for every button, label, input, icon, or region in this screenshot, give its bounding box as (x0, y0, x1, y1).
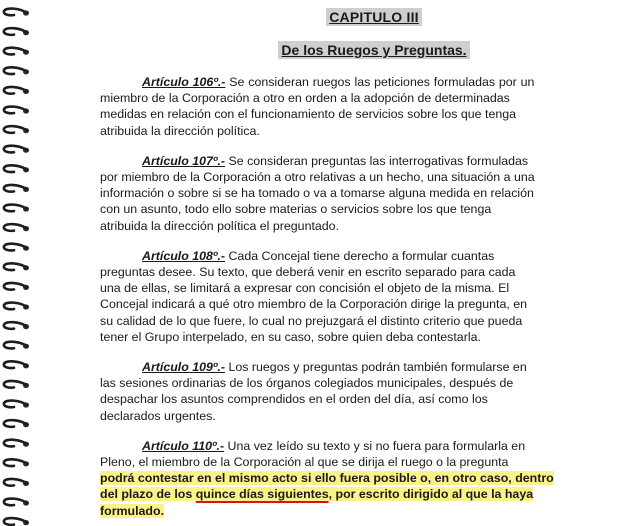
binding-coil (4, 185, 29, 192)
binding-coil (4, 479, 29, 486)
article-text: con un asunto, todo ello sobre materias o servicios sobre los que tenga (100, 202, 492, 217)
binding-coil (4, 28, 29, 35)
binding-coil (4, 361, 29, 368)
article-108 (100, 248, 622, 345)
binding-coil (4, 499, 29, 506)
article-text: declarados urgentes. (100, 408, 216, 423)
binding-coil (4, 67, 29, 74)
binding-coil (4, 420, 29, 427)
binding-coil (4, 48, 29, 55)
red-underlined-text: quince días siguientes (195, 487, 329, 502)
article-text: Se consideran preguntas las interrogativas formuladas (225, 153, 529, 168)
highlighted-text: del plazo de los (100, 487, 196, 502)
article-text: medidas en relación con el funcionamiento de servicios sobre los que tenga (100, 107, 517, 122)
binding-coil (4, 107, 29, 114)
binding-coil (4, 263, 29, 270)
binding-coil (4, 146, 29, 153)
binding-coil (4, 126, 29, 133)
article-text: Pleno, el miembro de la Corporación al que se dirija el ruego o la pregunta (100, 455, 509, 470)
article-text: por miembro de la Corporación a otro relativas a un hecho, una situación a una (100, 170, 535, 185)
article-110 (100, 438, 622, 519)
binding-coil (4, 283, 29, 290)
article-text: tener el Grupo interpelado, en su caso, sobre quien deba contestarla. (100, 329, 481, 344)
highlighted-text: , por escrito dirigido al que la haya (328, 487, 534, 502)
article-text: las sesiones ordinarias de los órganos colegiados municipales, después de (100, 376, 514, 391)
article-text: información o sobre si se ha tomado o va a tomarse alguna medida en relación (100, 186, 534, 201)
binding-coil (4, 244, 29, 251)
article-107 (100, 153, 622, 234)
binding-coil (4, 224, 29, 231)
article-text: atribuida la dirección política el preguntado. (100, 218, 340, 233)
highlighted-text: formulado. (100, 503, 165, 518)
binding-coil (4, 9, 29, 16)
article-text: Se consideran ruegos las peticiones formuladas por un (225, 75, 535, 89)
document-content (100, 6, 622, 519)
article-text: Cada Concejal tiene derecho a formular cuantas (225, 248, 495, 263)
article-text: Una vez leído su texto y si no fuera para formularla en (224, 438, 526, 453)
article-text: su calidad de lo que fuere, lo cual no prejuzgará el distinto criterio que pueda (100, 313, 523, 328)
article-heading: Artículo 108º.- (142, 248, 226, 263)
article-text: Concejal indicará a qué otro miembro de la Corporación dirige la pregunta, en (100, 297, 528, 312)
binding-coil (4, 440, 29, 447)
article-text: miembro de la Corporación a otro en orden a la adopción de determinadas (100, 91, 510, 106)
chapter-header (100, 8, 622, 60)
binding-coil (4, 459, 29, 466)
binding-coil (4, 87, 29, 94)
article-109 (100, 359, 622, 424)
article-text: una de ellas, se limitará a expresar con concisión el objeto de la misma. El (100, 281, 510, 296)
binding-coil (4, 342, 29, 349)
article-heading: Artículo 107º.- (142, 153, 226, 168)
article-text: preguntas desee. Su texto, que deberá venir en escrito separado para cada (100, 265, 516, 280)
article-heading: Artículo 109º.- (142, 360, 226, 375)
binding-coil (4, 303, 29, 310)
binding-coil (4, 518, 29, 525)
binding-coil (4, 401, 29, 408)
binding-coil (4, 205, 29, 212)
binding-coil (4, 381, 29, 388)
article-heading: Artículo 110º.- (142, 438, 225, 453)
article-106 (100, 74, 622, 139)
article-text: atribuida la dirección política. (100, 123, 260, 138)
article-text: Los ruegos y preguntas podrán también formularse en (225, 360, 527, 375)
binding-coil (4, 165, 29, 172)
spiral-binding (0, 0, 44, 526)
chapter-title: CAPITULO III (326, 8, 422, 26)
binding-coil (4, 322, 29, 329)
chapter-subtitle: De los Ruegos y Preguntas. (278, 41, 469, 59)
highlighted-text: podrá contestar en el mismo acto si ello fuera posible o, en otro caso, dentro (100, 471, 554, 486)
article-heading: Artículo 106º.- (142, 75, 226, 89)
article-text: despachar los asuntos comprendidos en el orden del día, así como los (100, 392, 488, 407)
